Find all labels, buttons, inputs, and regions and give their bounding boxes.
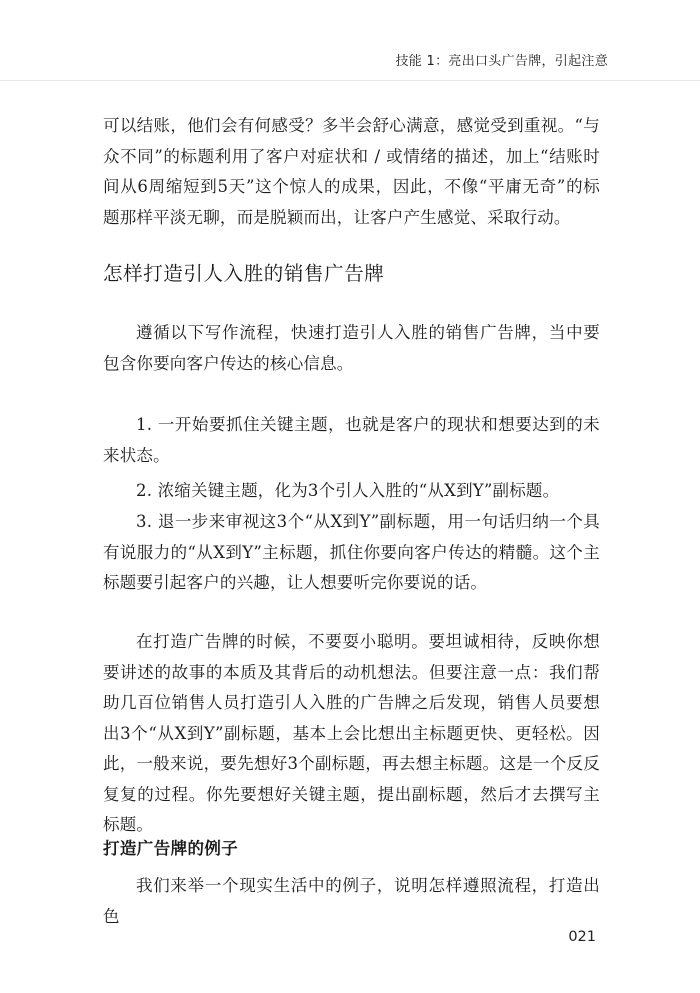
list-item-step-3: 3. 退一步来审视这3个“从X到Y”副标题，用一句话归纳一个具有说服力的“从X到Y”主标题，抓住你要向客户传达的精髓。这个主标题要引起客户的兴趣，让人想要听完你要说的话。 [103, 512, 600, 592]
running-header: 技能 1：亮出口头广告牌，引起注意 [395, 54, 608, 69]
paragraph-example: 我们来举一个现实生活中的例子，说明怎样遵照流程，打造出色 [103, 876, 600, 926]
paragraph-intro: 遵循以下写作流程，快速打造引人入胜的销售广告牌，当中要包含你要向客户传达的核心信息。 [103, 323, 600, 373]
subsection-heading: 打造广告牌的例子 [103, 839, 239, 858]
list-item-step-2: 2. 浓缩关键主题，化为3个引人入胜的“从X到Y”副标题。 [136, 481, 560, 500]
page-number: 021 [568, 929, 596, 945]
header-divider [0, 80, 700, 81]
list-item-step-1: 1. 一开始要抓住关键主题，也就是客户的现状和想要达到的未来状态。 [103, 415, 600, 465]
paragraph-continuation: 可以结账，他们会有何感受？多半会舒心满意，感觉受到重视。“与众不同”的标题利用了客户对症状和 / 或情绪的描述，加上“结账时间从6周缩短到5天”这个惊人的成果，因此，不像“平庸无奇”的标题那样平淡无聊，而是脱颖而出，让客户产生感觉、采取行动。 [103, 116, 600, 227]
paragraph-advice: 在打造广告牌的时候，不要耍小聪明。要坦诚相待，反映你想要讲述的故事的本质及其背后的动机想法。但要注意一点：我们帮助几百位销售人员打造引人入胜的广告牌之后发现，销售人员要想出3个“从X到Y”副标题，基本上会比想出主标题更快、更轻松。因此，一般来说，要先想好3个副标题，再去想主标题。这是一个反反复复的过程。你先要想好关键主题，提出副标题，然后才去撰写主标题。 [103, 632, 600, 834]
section-heading: 怎样打造引人入胜的销售广告牌 [103, 262, 385, 285]
